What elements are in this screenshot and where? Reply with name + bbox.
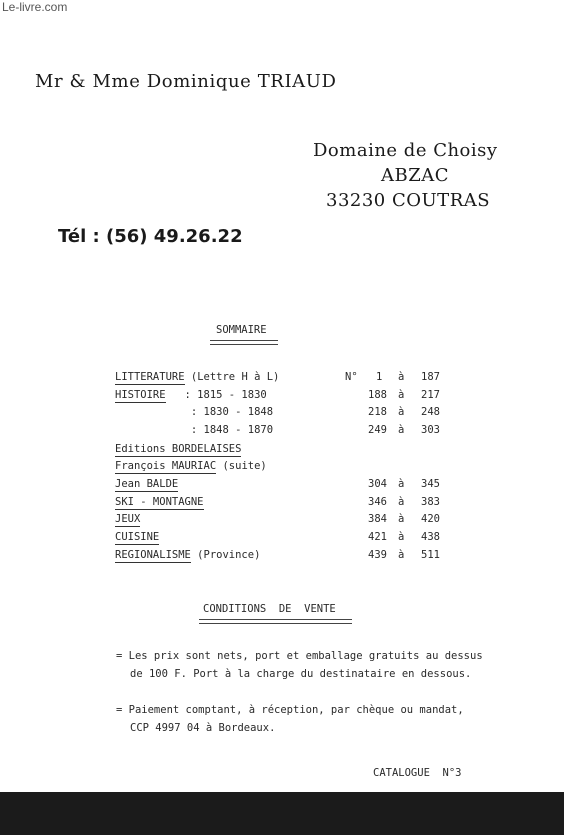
row-to: 217 <box>421 389 440 401</box>
row-a: à <box>398 531 405 543</box>
sommaire-row <box>115 531 159 543</box>
row-a: à <box>398 389 405 401</box>
address-line-2: ABZAC <box>381 165 450 186</box>
row-label: HISTOIRE <box>115 389 166 401</box>
row-a: à <box>398 549 405 561</box>
row-to: 383 <box>421 496 440 508</box>
row-a: à <box>398 371 405 383</box>
sommaire-row <box>115 371 279 383</box>
row-a: à <box>398 513 405 525</box>
address-line-1: Domaine de Choisy <box>313 140 498 161</box>
row-a: à <box>398 406 405 418</box>
catalogue-number: CATALOGUE N°3 <box>373 767 462 779</box>
watermark: Le-livre.com <box>2 0 68 14</box>
row-a: à <box>398 424 405 436</box>
row-to: 303 <box>421 424 440 436</box>
row-extra: (Lettre H à L) <box>184 371 280 383</box>
conditions-title: CONDITIONS DE VENTE <box>203 603 336 615</box>
row-a: à <box>398 478 405 490</box>
background-edge <box>0 792 564 835</box>
row-from: 384 <box>368 513 387 525</box>
row-extra: : 1815 - 1830 <box>165 389 267 401</box>
row-to: 420 <box>421 513 440 525</box>
row-label: REGIONALISME <box>115 549 191 561</box>
row-from: 439 <box>368 549 387 561</box>
row-no: N° <box>345 371 358 383</box>
row-label: Editions BORDELAISES <box>115 443 242 455</box>
row-from: 1 <box>376 371 383 383</box>
row-a: à <box>398 496 405 508</box>
row-label: Jean BALDE <box>115 478 179 490</box>
conditions-double-underline <box>199 619 352 624</box>
row-from: 421 <box>368 531 387 543</box>
row-from: 346 <box>368 496 387 508</box>
sommaire-row <box>115 389 267 401</box>
sommaire-row <box>115 460 267 472</box>
sommaire-row <box>115 443 241 455</box>
sommaire-title: SOMMAIRE <box>216 324 267 336</box>
row-label: SKI - MONTAGNE <box>115 496 204 508</box>
row-to: 187 <box>421 371 440 383</box>
condition-line: CCP 4997 04 à Bordeaux. <box>130 722 276 734</box>
sommaire-row <box>115 478 178 490</box>
row-label: JEUX <box>115 513 141 525</box>
row-to: 345 <box>421 478 440 490</box>
condition-line: = Paiement comptant, à réception, par chèque ou mandat, <box>116 704 464 716</box>
sommaire-double-underline <box>210 340 278 345</box>
row-to: 511 <box>421 549 440 561</box>
sommaire-row <box>115 513 140 525</box>
sommaire-row: : 1848 - 1870 <box>115 424 274 436</box>
row-label: CUISINE <box>115 531 160 543</box>
sommaire-row: : 1830 - 1848 <box>115 406 274 418</box>
condition-line: = Les prix sont nets, port et emballage gratuits au dessus <box>116 650 483 662</box>
sommaire-row <box>115 549 260 561</box>
row-from: 304 <box>368 478 387 490</box>
address-line-3: 33230 COUTRAS <box>326 190 491 211</box>
row-from: 188 <box>368 389 387 401</box>
row-to: 248 <box>421 406 440 418</box>
row-label: François MAURIAC <box>115 460 217 472</box>
telephone: Tél : (56) 49.26.22 <box>58 226 243 247</box>
row-extra: (suite) <box>216 460 267 472</box>
row-extra: (Province) <box>190 549 261 561</box>
row-from: 249 <box>368 424 387 436</box>
row-to: 438 <box>421 531 440 543</box>
sommaire-row <box>115 496 204 508</box>
condition-line: de 100 F. Port à la charge du destinataire en dessous. <box>130 668 472 680</box>
row-from: 218 <box>368 406 387 418</box>
row-label: LITTERATURE <box>115 371 185 383</box>
owner-name: Mr & Mme Dominique TRIAUD <box>35 71 337 92</box>
